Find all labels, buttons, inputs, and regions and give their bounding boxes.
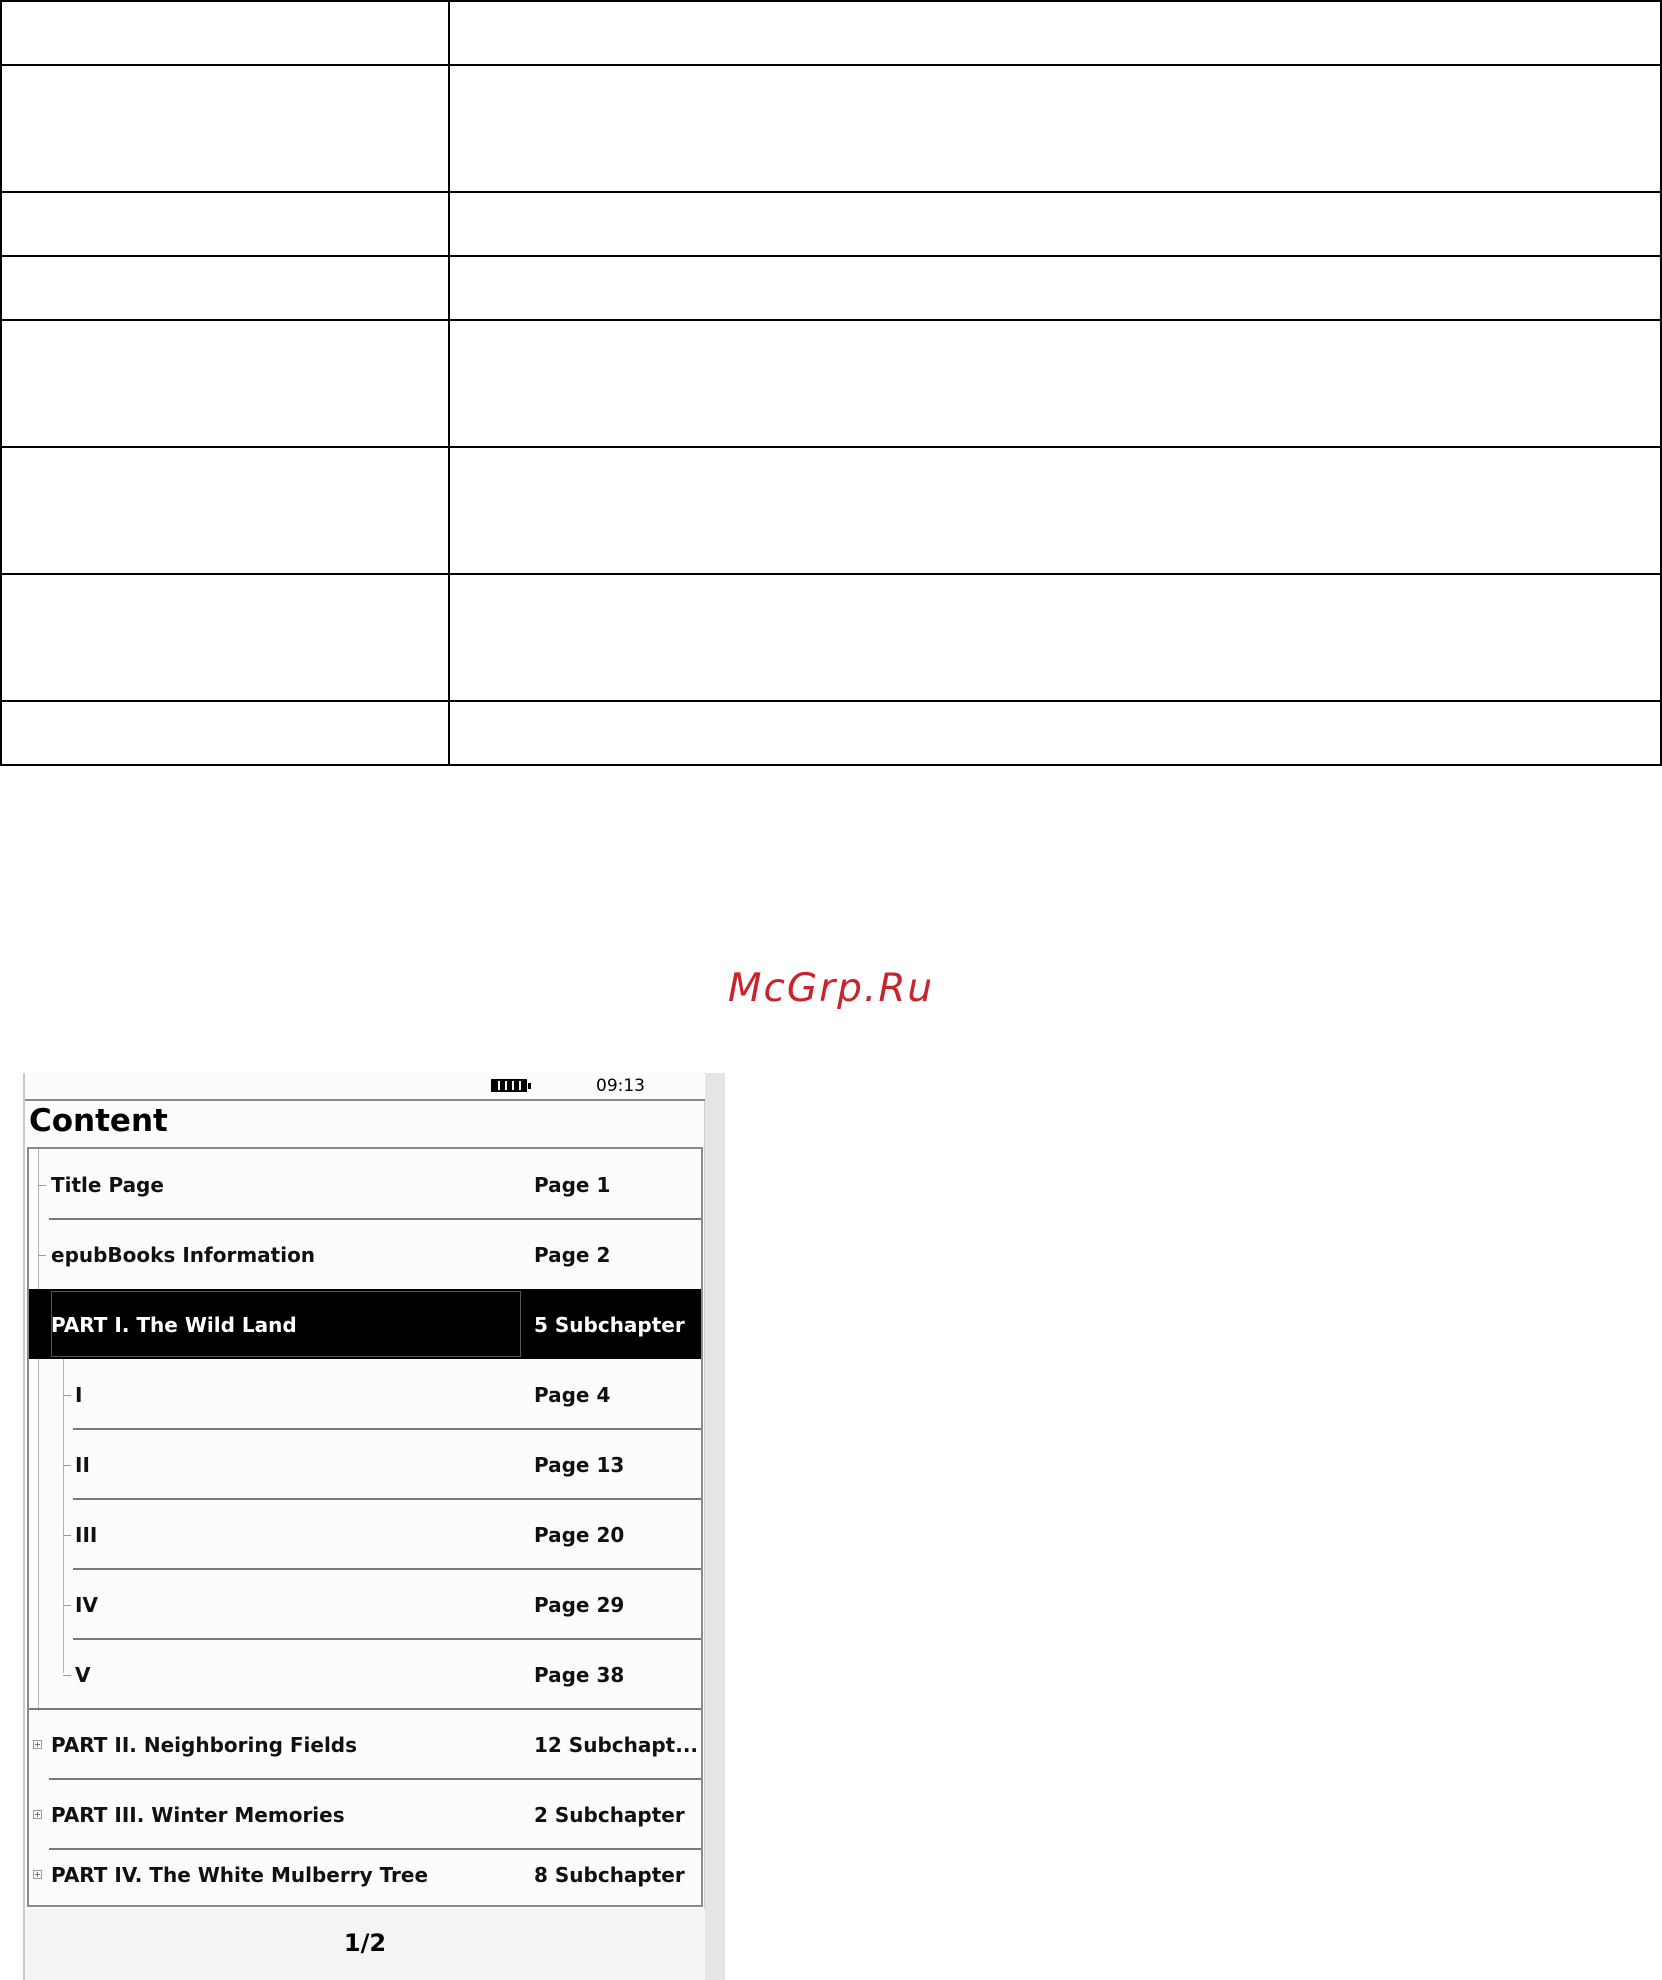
table-cell	[1, 65, 449, 192]
tree-line	[38, 1185, 46, 1186]
toc-item-value: Page 38	[534, 1663, 625, 1687]
battery-full-icon	[491, 1079, 527, 1092]
status-clock: 09:13	[596, 1076, 645, 1096]
toc-item-label: PART I. The Wild Land	[51, 1313, 297, 1337]
table-row	[1, 192, 1661, 256]
toc-item-label: I	[75, 1383, 83, 1407]
toc-item-label: epubBooks Information	[51, 1243, 316, 1267]
table-cell	[1, 447, 449, 574]
toc-item-value: 12 Subchapt...	[534, 1733, 699, 1757]
tree-line	[38, 1255, 46, 1256]
table-cell	[1, 574, 449, 701]
toc-item-value: 8 Subchapter	[534, 1863, 685, 1887]
table-row	[1, 320, 1661, 447]
toc-item-part-1[interactable]	[29, 1289, 701, 1359]
toc-item-value: 5 Subchapter	[534, 1313, 685, 1337]
toc-item-label: V	[75, 1663, 91, 1687]
toc-item-value: Page 13	[534, 1453, 625, 1477]
toc-item-value: Page 4	[534, 1383, 611, 1407]
toc-item-value: 2 Subchapter	[534, 1803, 685, 1827]
toc-item-chapter-4[interactable]	[29, 1569, 701, 1639]
toc-item-chapter-2[interactable]	[29, 1429, 701, 1499]
table-cell	[449, 447, 1661, 574]
tree-line	[63, 1395, 71, 1396]
toc-item-label: PART II. Neighboring Fields	[51, 1733, 358, 1757]
tree-line	[63, 1535, 71, 1536]
toc-item-chapter-3[interactable]	[29, 1499, 701, 1569]
expand-plus-icon[interactable]	[33, 1870, 42, 1879]
toc-item-chapter-1[interactable]	[29, 1359, 701, 1429]
table-cell	[1, 320, 449, 447]
toc-item-value: Page 1	[534, 1173, 611, 1197]
tree-line	[63, 1605, 71, 1606]
table-row	[1, 256, 1661, 320]
table-row	[1, 574, 1661, 701]
table-cell	[449, 192, 1661, 256]
toc-item-label: II	[75, 1453, 90, 1477]
table-cell	[449, 574, 1661, 701]
table-cell	[1, 701, 449, 765]
table-cell	[449, 701, 1661, 765]
toc-item-epubbooks-information[interactable]	[29, 1219, 701, 1289]
toc-item-value: Page 20	[534, 1523, 625, 1547]
toc-item-title-page[interactable]	[29, 1149, 701, 1219]
table-cell	[449, 256, 1661, 320]
toc-item-label: Title Page	[51, 1173, 164, 1197]
scrollbar[interactable]	[704, 1073, 725, 1980]
toc-item-label: PART III. Winter Memories	[51, 1803, 345, 1827]
table-row	[1, 447, 1661, 574]
table-cell	[1, 192, 449, 256]
table-cell	[449, 65, 1661, 192]
expand-plus-icon[interactable]	[33, 1810, 42, 1819]
tree-line	[63, 1465, 71, 1466]
table-row	[1, 65, 1661, 192]
page-indicator: 1/2	[343, 1929, 387, 1957]
toc-item-label: III	[75, 1523, 98, 1547]
tree-line	[63, 1675, 71, 1676]
table-row	[1, 701, 1661, 765]
toc-item-part-2[interactable]	[29, 1709, 701, 1779]
table-cell	[449, 320, 1661, 447]
table-cell	[1, 256, 449, 320]
toc-item-value: Page 29	[534, 1593, 625, 1617]
watermark-text: McGrp.Ru	[727, 966, 935, 1011]
table-cell	[449, 1, 1661, 65]
table-cell	[1, 1, 449, 65]
toc-item-value: Page 2	[534, 1243, 611, 1267]
ereader-screen	[23, 1073, 725, 1980]
expand-plus-icon[interactable]	[33, 1740, 42, 1749]
toc-item-label: IV	[75, 1593, 98, 1617]
page-indicator-bar	[25, 1909, 705, 1980]
empty-document-table	[0, 0, 1662, 766]
status-bar	[25, 1073, 705, 1101]
table-row	[1, 1, 1661, 65]
toc-item-chapter-5[interactable]	[29, 1639, 701, 1709]
toc-item-part-4[interactable]	[29, 1839, 701, 1909]
page-title: Content	[29, 1103, 168, 1139]
toc-list	[27, 1147, 703, 1907]
toc-item-label: PART IV. The White Mulberry Tree	[51, 1863, 429, 1887]
